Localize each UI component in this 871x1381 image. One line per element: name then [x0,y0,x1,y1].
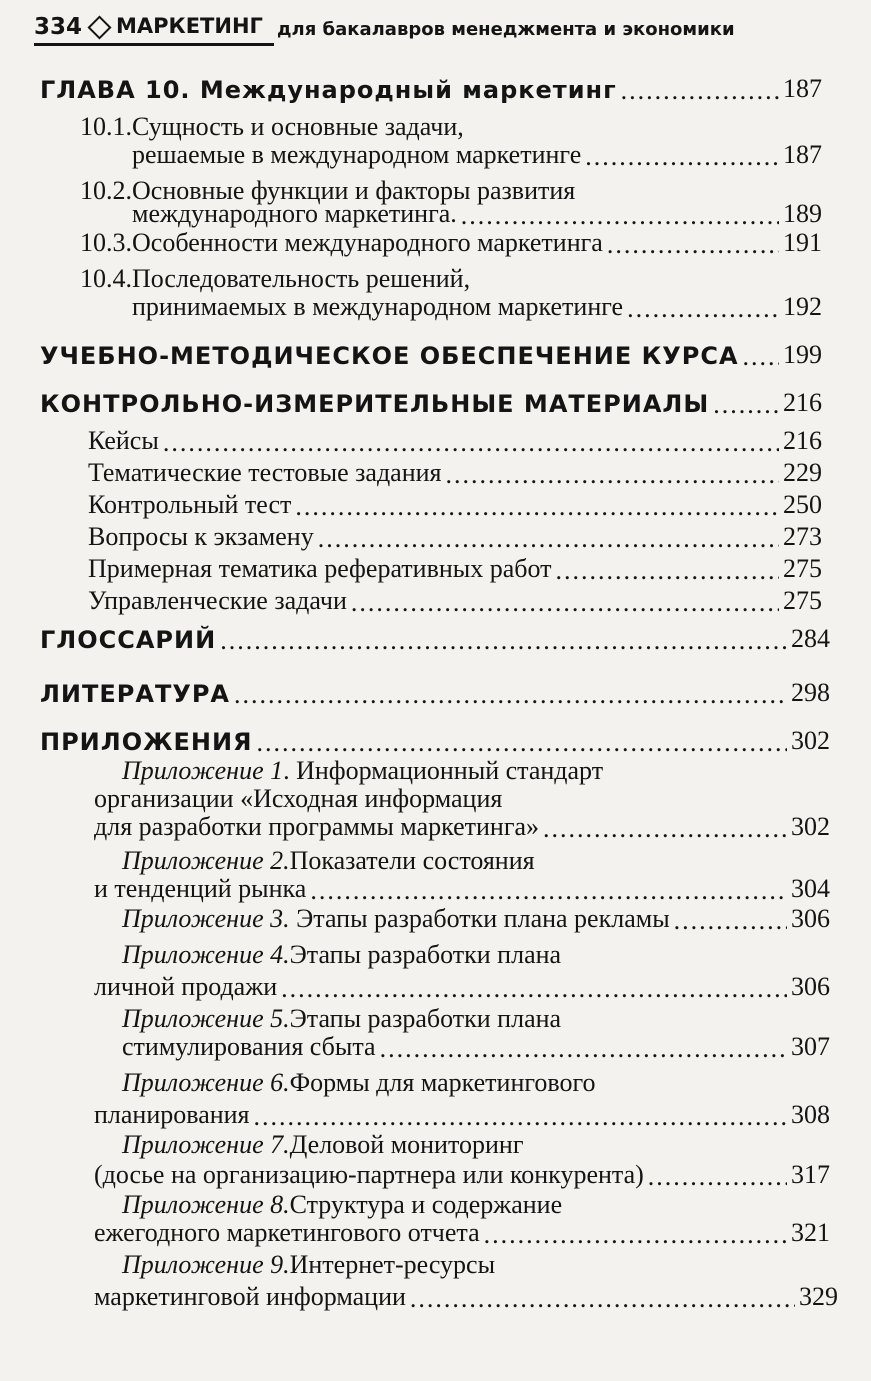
toc-entry-10-1[interactable] [132,134,822,170]
toc-entry-page: 298 [791,678,830,707]
section-title: Сущность и основные задачи, [132,112,464,141]
appendix-title: Этапы разработки плана рекламы [289,904,670,933]
toc-entry-exam-questions[interactable] [88,516,822,552]
toc-entry-title: Примерная тематика реферативных работ [88,554,552,583]
toc-entry-title: ПРИЛОЖЕНИЯ [40,728,253,756]
toc-entry-page: 317 [791,1160,830,1189]
toc-entry-page: 187 [783,140,822,169]
appendix-label: Приложение 7. [122,1130,290,1159]
appendix-title-cont: и тенденций рынка [94,874,307,903]
leader-dots [351,590,779,616]
toc-entry-page: 191 [783,228,822,257]
toc-entry-page: 302 [791,726,830,755]
toc-entry-app-3[interactable] [122,898,830,934]
appendix-title-cont: ежегодного маркетингового отчета [94,1218,480,1247]
appendix-title: Формы для маркетингового [289,1068,596,1097]
section-number: 10.4. [80,264,132,293]
section-title-cont: принимаемых в международном маркетинге [132,292,624,321]
toc-entry-essay-topics[interactable] [88,548,822,584]
toc-entry-tests[interactable] [88,452,822,488]
toc-entry-page: 250 [783,490,822,519]
toc-entry-app-9[interactable] [94,1276,838,1312]
toc-entry-title: Кейсы [88,426,159,455]
toc-entry-page: 304 [791,874,830,903]
leader-dots [648,1164,787,1190]
appendix-label: Приложение 8. [122,1190,290,1219]
appendix-title: Интернет-ресурсы [289,1250,496,1279]
toc-entry-page: 275 [783,586,822,615]
header-rule [34,43,274,46]
toc-entry-page: 321 [791,1218,830,1247]
leader-dots [585,144,779,170]
section-number: 10.1. [80,112,132,141]
leader-dots [621,78,779,104]
appendix-title: Показатели состояния [289,846,535,875]
toc-entry-page: 216 [783,388,822,417]
appendix-label: Приложение 9. [122,1250,290,1279]
diamond-icon [87,15,111,39]
toc-entry-page: 229 [783,458,822,487]
section-title-cont: международного маркетинга. [132,199,457,228]
toc-entry-app-5[interactable] [122,1026,830,1062]
toc-entry-literature[interactable] [40,672,830,708]
section-number: 10.2. [80,176,132,205]
page-number: 334 [34,14,83,40]
toc-entry-title: Контрольный тест [88,490,292,519]
appendix-title-cont: личной продажи [94,972,278,1001]
appendix-title: Этапы разработки плана [289,1004,562,1033]
toc-entry-page: 187 [783,74,822,103]
running-header [34,12,844,46]
toc-entry-title: Тематические тестовые задания [88,458,442,487]
appendix-label: Приложение 2. [122,846,290,875]
appendix-title: Структура и содержание [289,1190,563,1219]
appendix-label: Приложение 5. [122,1004,290,1033]
toc-entry-app-4-line1[interactable] [122,934,561,970]
toc-entry-kim[interactable] [40,382,822,418]
toc-entry-page: 302 [791,812,830,841]
leader-dots [713,392,779,418]
toc-entry-app-1[interactable] [94,806,830,842]
toc-entry-page: 199 [783,340,822,369]
appendix-title-cont: планирования [94,1100,250,1129]
leader-dots [234,682,787,708]
appendix-label: Приложение 1 [122,756,284,785]
toc-entry-title: Вопросы к экзамену [88,522,314,551]
toc-entry-page: 307 [791,1032,830,1061]
toc-entry-page: 306 [791,904,830,933]
appendix-title-cont: (досье на организацию-партнера или конкурента) [94,1160,644,1189]
toc-entry-page: 306 [791,972,830,1001]
section-title: Основные функции и факторы развития [132,176,576,205]
toc-entry-page: 216 [783,426,822,455]
toc-entry-page: 329 [799,1282,838,1311]
toc-entry-page: 284 [791,624,830,653]
appendix-label: Приложение 4. [122,940,290,969]
section-title: Последовательность решений, [132,264,471,293]
book-subtitle: для бакалавров менеджмента и экономики [277,19,735,40]
appendix-label: Приложение 6. [122,1068,290,1097]
appendix-title: Деловой мониторинг [289,1130,524,1159]
toc-entry-title: ЛИТЕРАТУРА [40,680,230,708]
appendix-title-cont: маркетинговой информации [94,1282,406,1311]
toc-entry-management-tasks[interactable] [88,580,822,616]
toc-entry-app-8[interactable] [94,1212,830,1248]
toc-entry-page: 273 [783,522,822,551]
leader-dots [674,908,787,934]
leader-dots [410,1286,795,1312]
toc-entry-app-6-line1[interactable] [122,1062,596,1098]
toc-entry-title: ГЛАВА 10. Международный маркетинг [40,76,617,104]
leader-dots [627,296,779,322]
toc-entry-title: КОНТРОЛЬНО-ИЗМЕРИТЕЛЬНЫЕ МАТЕРИАЛЫ [40,390,710,418]
section-title-cont: решаемые в международном маркетинге [132,140,582,169]
toc-entry-app-9-line1[interactable] [122,1244,495,1280]
toc-entry-title: УЧЕБНО-МЕТОДИЧЕСКОЕ ОБЕСПЕЧЕНИЕ КУРСА [40,342,739,370]
leader-dots [743,344,779,370]
appendix-title-cont: организации «Исходная информация [94,784,503,813]
book-brand: МАРКЕТИНГ [116,14,263,38]
appendix-label: Приложение 3. [122,904,290,933]
appendix-title-cont: стимулирования сбыта [122,1032,376,1061]
appendix-title: Этапы разработки плана [289,940,562,969]
section-title: Особенности международного маркетинга [132,228,603,257]
toc-entry-glossary[interactable] [40,618,830,654]
leader-dots [543,816,787,842]
toc-entry-title: Управленческие задачи [88,586,347,615]
toc-entry-chapter-10[interactable] [40,68,822,104]
appendix-title: . Информационный стандарт [283,756,604,785]
toc-entry-page: 192 [783,292,822,321]
toc-entry-page: 189 [783,199,822,228]
toc-entry-cases[interactable] [88,420,822,456]
leader-dots [380,1036,787,1062]
toc-entry-umo[interactable] [40,334,822,370]
leader-dots [607,232,779,258]
leader-dots [484,1222,787,1248]
toc-entry-page: 275 [783,554,822,583]
toc-entry-title: ГЛОССАРИЙ [40,626,217,654]
toc-entry-10-3[interactable] [80,222,822,258]
toc-entry-app-4[interactable] [94,966,830,1002]
toc-entry-10-4[interactable] [132,286,822,322]
section-number: 10.3. [80,228,132,257]
appendix-title-cont: для разработки программы маркетинга» [94,812,540,841]
toc-entry-page: 308 [791,1100,830,1129]
leader-dots [220,628,787,654]
toc-entry-control-test[interactable] [88,484,822,520]
